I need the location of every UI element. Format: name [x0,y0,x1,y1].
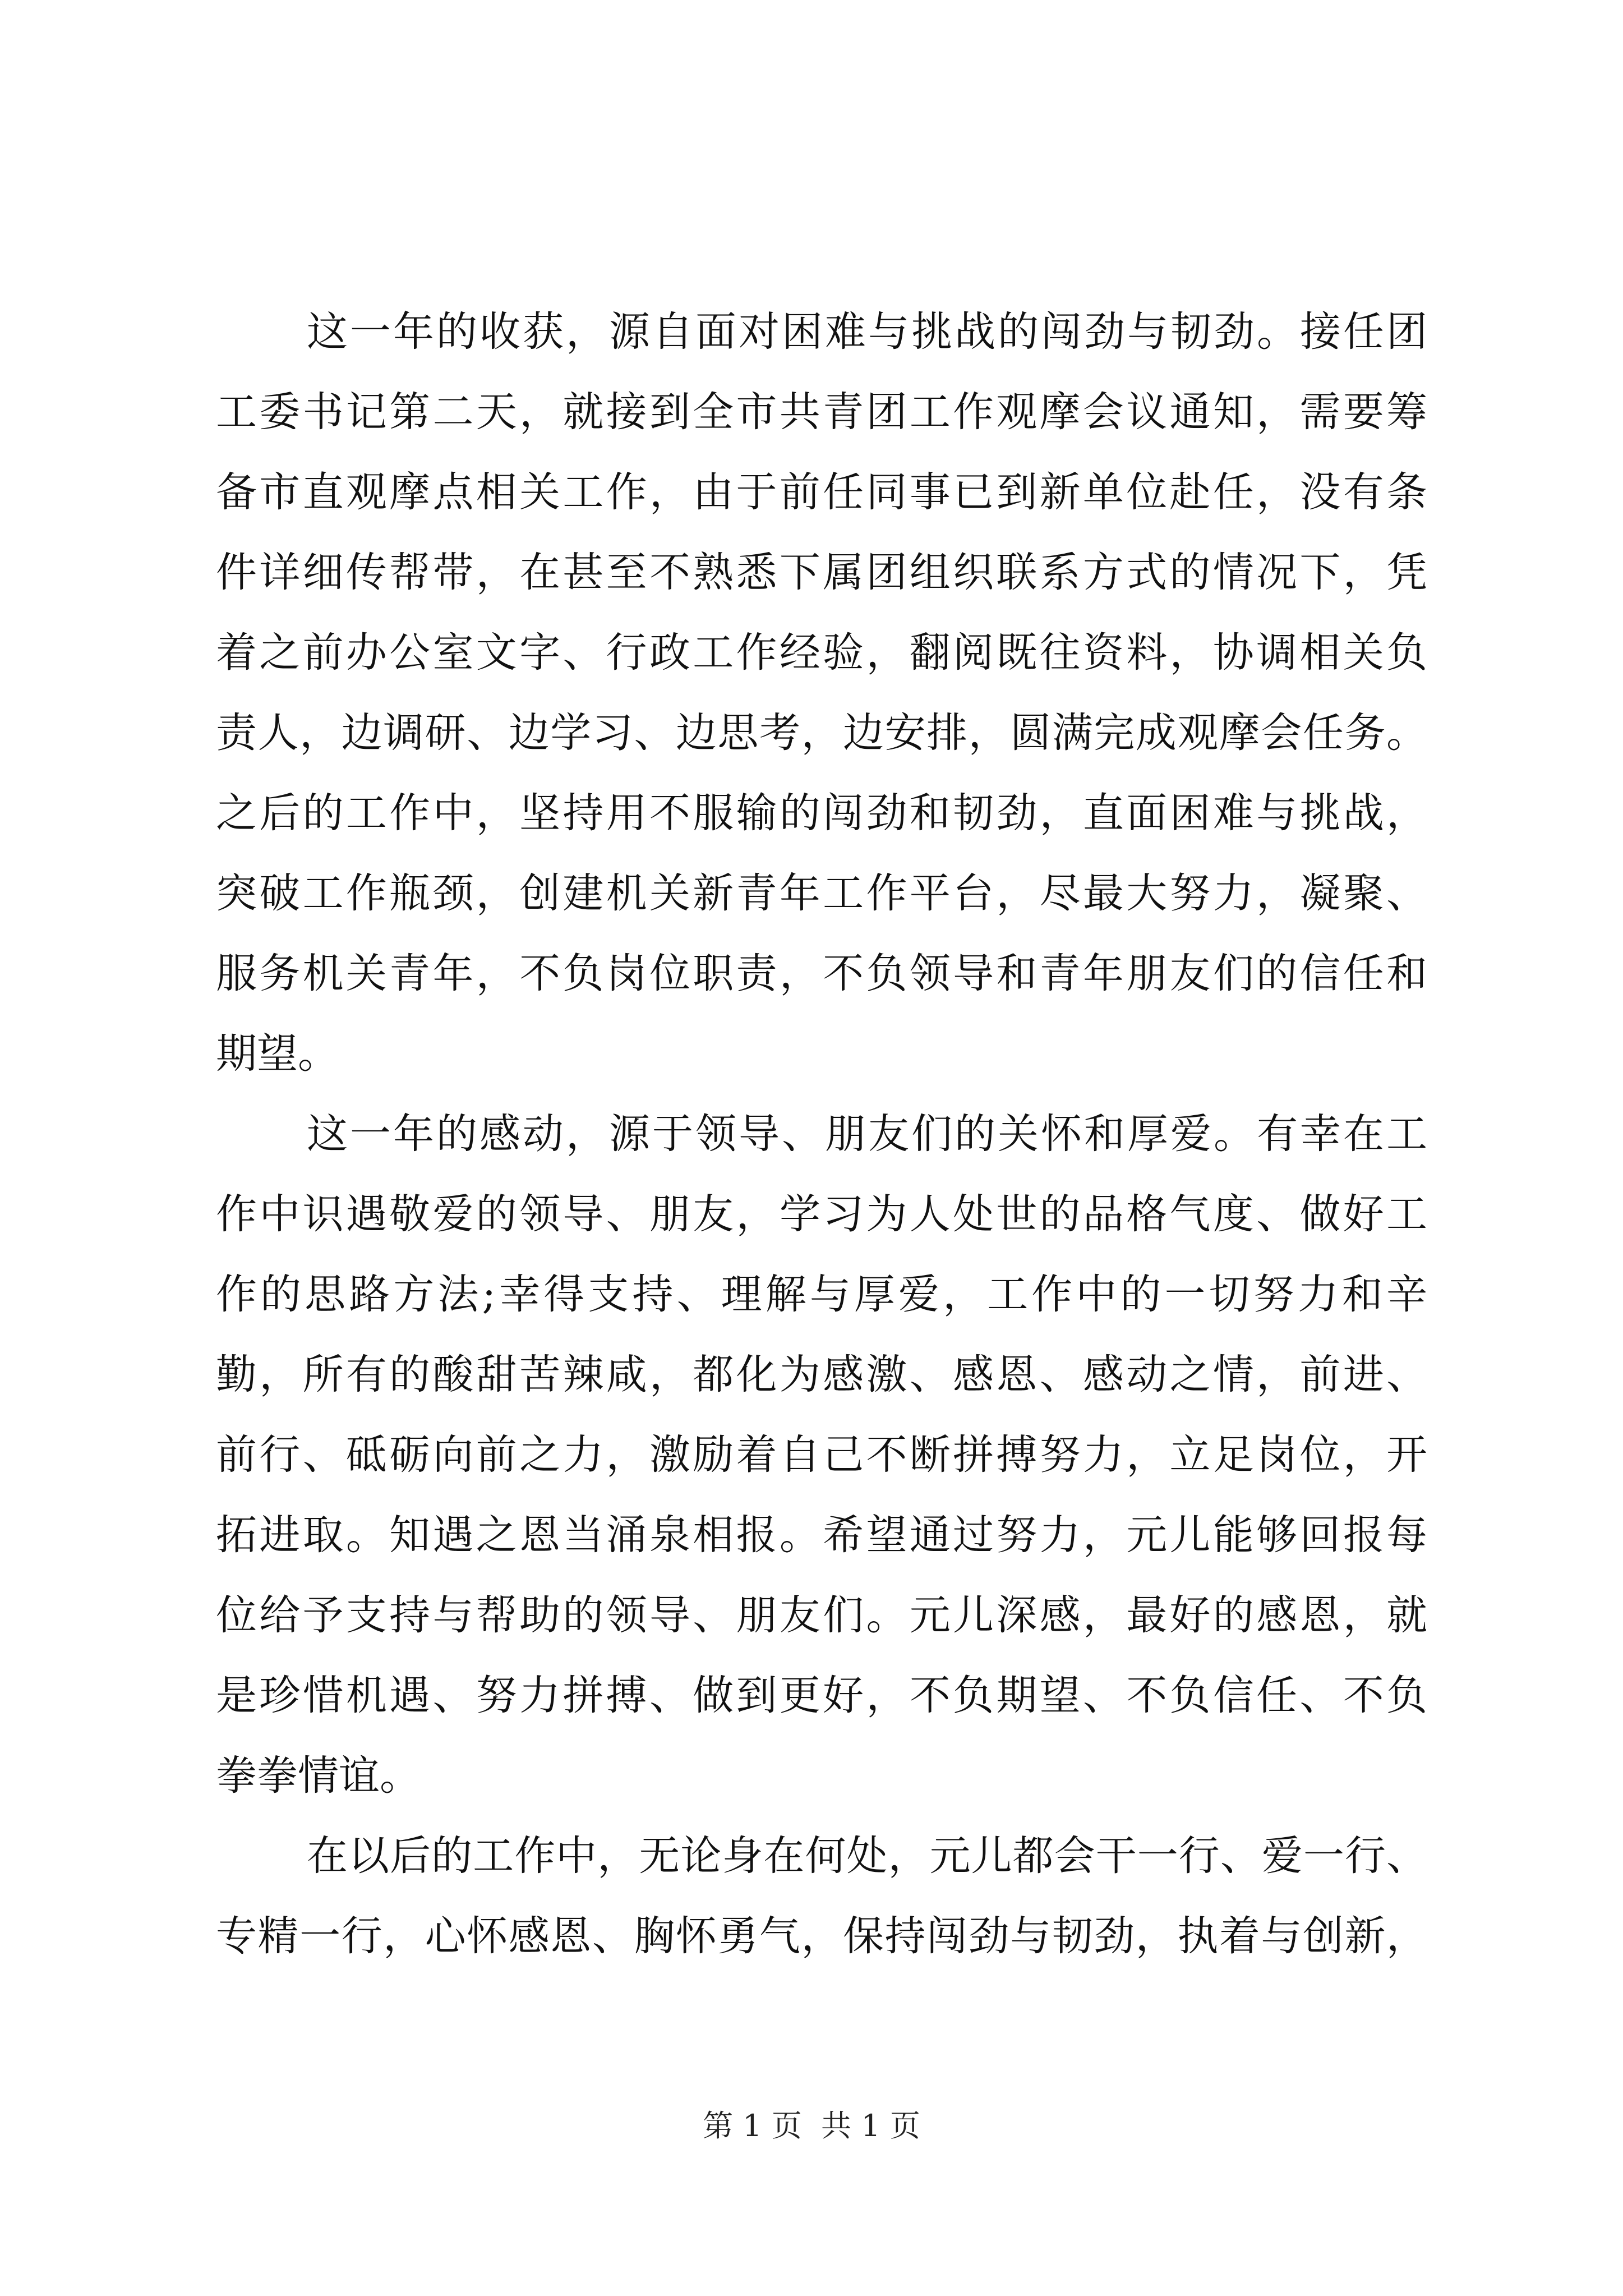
text-line: 作的思路方法;幸得支持、理解与厚爱，工作中的一切努力和辛 [216,1271,1427,1318]
text-line: 拓进取。知遇之恩当涌泉相报。希望通过努力，元儿能够回报每 [216,1511,1427,1559]
text-line: 这一年的收获，源自面对困难与挑战的闯劲与韧劲。接任团 [307,308,1427,356]
text-line: 工委书记第二天，就接到全市共青团工作观摩会议通知，需要筹 [216,388,1427,436]
text-line: 在以后的工作中，无论身在何处，元儿都会干一行、爱一行、 [307,1832,1427,1880]
document-body [216,292,1427,1976]
text-line: 期望。 [216,1030,339,1078]
text-line: 专精一行，心怀感恩、胸怀勇气，保持闯劲与韧劲，执着与创新， [216,1912,1427,1960]
text-line: 突破工作瓶颈，创建机关新青年工作平台，尽最大努力，凝聚、 [216,869,1427,917]
text-line: 之后的工作中，坚持用不服输的闯劲和韧劲，直面困难与挑战， [216,789,1427,837]
text-line: 服务机关青年，不负岗位职责，不负领导和青年朋友们的信任和 [216,950,1427,997]
page-number-footer: 第 1 页 共 1 页 [703,2108,920,2143]
text-line: 前行、砥砺向前之力，激励着自己不断拼搏努力，立足岗位，开 [216,1431,1427,1479]
text-line: 备市直观摩点相关工作，由于前任同事已到新单位赴任，没有条 [216,468,1427,516]
paragraph [216,1816,1427,1976]
text-line: 件详细传帮带，在甚至不熟悉下属团组织联系方式的情况下，凭 [216,549,1427,596]
text-line: 作中识遇敬爱的领导、朋友，学习为人处世的品格气度、做好工 [216,1190,1427,1238]
text-line: 勤，所有的酸甜苦辣咸，都化为感激、感恩、感动之情，前进、 [216,1351,1427,1398]
paragraph [216,1094,1427,1816]
text-line: 这一年的感动，源于领导、朋友们的关怀和厚爱。有幸在工 [307,1110,1427,1158]
text-line: 位给予支持与帮助的领导、朋友们。元儿深感，最好的感恩，就 [216,1591,1427,1639]
text-line: 着之前办公室文字、行政工作经验，翻阅既往资料，协调相关负 [216,629,1427,677]
paragraph [216,292,1427,1094]
text-line: 拳拳情谊。 [216,1752,421,1800]
text-line: 责人，边调研、边学习、边思考，边安排，圆满完成观摩会任务。 [216,709,1427,757]
text-line: 是珍惜机遇、努力拼搏、做到更好，不负期望、不负信任、不负 [216,1672,1427,1719]
